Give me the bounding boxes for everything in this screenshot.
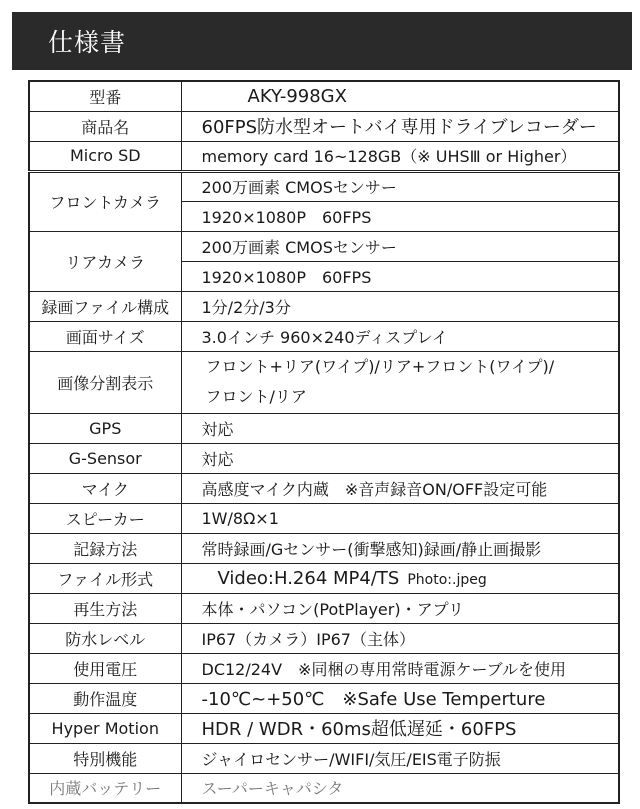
spec-value-file-format-photo: Photo:.jpeg xyxy=(407,571,487,588)
spec-value-screen-size: 3.0インチ 960×240ディスプレイ xyxy=(181,321,619,351)
table-row xyxy=(29,111,619,141)
spec-value-gps: 対応 xyxy=(181,413,619,443)
table-row xyxy=(29,593,619,623)
table-row xyxy=(29,291,619,321)
spec-value-split-display xyxy=(181,351,619,413)
spec-label-model: 型番 xyxy=(29,81,181,111)
spec-value-product-name: 60FPS防水型オートバイ専用ドライブレコーダー xyxy=(181,111,619,141)
spec-value-file-format-video: Video:H.264 MP4/TS xyxy=(217,567,400,589)
spec-value-battery: スーパーキャパシタ xyxy=(181,773,619,803)
spec-label-product-name: 商品名 xyxy=(29,111,181,141)
spec-value-split-display-line-1: フロント+リア(ワイプ)/リア+フロント(ワイプ)/ xyxy=(205,357,555,376)
spec-label-file-format: ファイル形式 xyxy=(29,563,181,593)
table-row xyxy=(29,533,619,563)
spec-label-file-structure: 録画ファイル構成 xyxy=(29,291,181,321)
spec-value-rear-camera-sensor: 200万画素 CMOSセンサー xyxy=(181,231,619,261)
spec-value-recording: 常時録画/Gセンサー(衝撃感知)録画/静止画撮影 xyxy=(181,533,619,563)
table-row xyxy=(29,81,619,111)
table-row xyxy=(29,503,619,533)
page-title: 仕様書 xyxy=(48,28,127,57)
table-row xyxy=(29,623,619,653)
spec-value-playback: 本体・パソコン(PotPlayer)・アプリ xyxy=(181,593,619,623)
table-row xyxy=(29,743,619,773)
spec-label-gps: GPS xyxy=(29,413,181,443)
spec-label-speaker: スピーカー xyxy=(29,503,181,533)
table-row xyxy=(29,773,619,803)
spec-value-temperature: -10℃~+50℃ ※Safe Use Temperture xyxy=(181,683,619,713)
spec-label-battery: 内蔵バッテリー xyxy=(29,773,181,803)
spec-value-front-camera-sensor: 200万画素 CMOSセンサー xyxy=(181,171,619,201)
spec-table xyxy=(28,80,620,804)
spec-label-g-sensor: G-Sensor xyxy=(29,443,181,473)
spec-value-waterproof: IP67（カメラ）IP67（主体） xyxy=(181,623,619,653)
spec-value-mic: 高感度マイク内蔵 ※音声録音ON/OFF設定可能 xyxy=(181,473,619,503)
spec-value-file-format xyxy=(181,563,619,593)
spec-value-front-camera-resolution: 1920×1080P 60FPS xyxy=(181,201,619,231)
spec-value-special: ジャイロセンサー/WIFI/気圧/EIS電子防振 xyxy=(181,743,619,773)
spec-label-front-camera: フロントカメラ xyxy=(29,171,181,231)
spec-label-rear-camera: リアカメラ xyxy=(29,231,181,291)
spec-value-model: AKY-998GX xyxy=(181,81,619,111)
spec-value-rear-camera-resolution: 1920×1080P 60FPS xyxy=(181,261,619,291)
spec-value-file-structure: 1分/2分/3分 xyxy=(181,291,619,321)
spec-value-g-sensor: 対応 xyxy=(181,443,619,473)
table-row xyxy=(29,653,619,683)
table-row xyxy=(29,171,619,201)
spec-label-special: 特別機能 xyxy=(29,743,181,773)
table-row xyxy=(29,413,619,443)
spec-label-micro-sd: Micro SD xyxy=(29,141,181,171)
table-row xyxy=(29,563,619,593)
spec-value-hyper-motion: HDR / WDR・60ms超低遅延・60FPS xyxy=(181,713,619,743)
table-row xyxy=(29,231,619,261)
spec-label-mic: マイク xyxy=(29,473,181,503)
spec-label-screen-size: 画面サイズ xyxy=(29,321,181,351)
table-row xyxy=(29,713,619,743)
spec-value-voltage: DC12/24V ※同梱の専用常時電源ケーブルを使用 xyxy=(181,653,619,683)
spec-label-voltage: 使用電圧 xyxy=(29,653,181,683)
spec-label-playback: 再生方法 xyxy=(29,593,181,623)
spec-label-temperature: 動作温度 xyxy=(29,683,181,713)
spec-value-speaker: 1W/8Ω×1 xyxy=(181,503,619,533)
table-row xyxy=(29,683,619,713)
spec-label-recording: 記録方法 xyxy=(29,533,181,563)
spec-value-micro-sd: memory card 16~128GB（※ UHSⅢ or Higher） xyxy=(181,141,619,171)
table-row xyxy=(29,321,619,351)
table-row xyxy=(29,141,619,171)
spec-label-hyper-motion: Hyper Motion xyxy=(29,713,181,743)
header-bar xyxy=(12,12,632,70)
table-row xyxy=(29,443,619,473)
table-row xyxy=(29,473,619,503)
spec-label-split-display: 画像分割表示 xyxy=(29,351,181,413)
table-row xyxy=(29,351,619,413)
spec-value-split-display-line-2: フロント/リア xyxy=(205,387,307,406)
spec-label-waterproof: 防水レベル xyxy=(29,623,181,653)
